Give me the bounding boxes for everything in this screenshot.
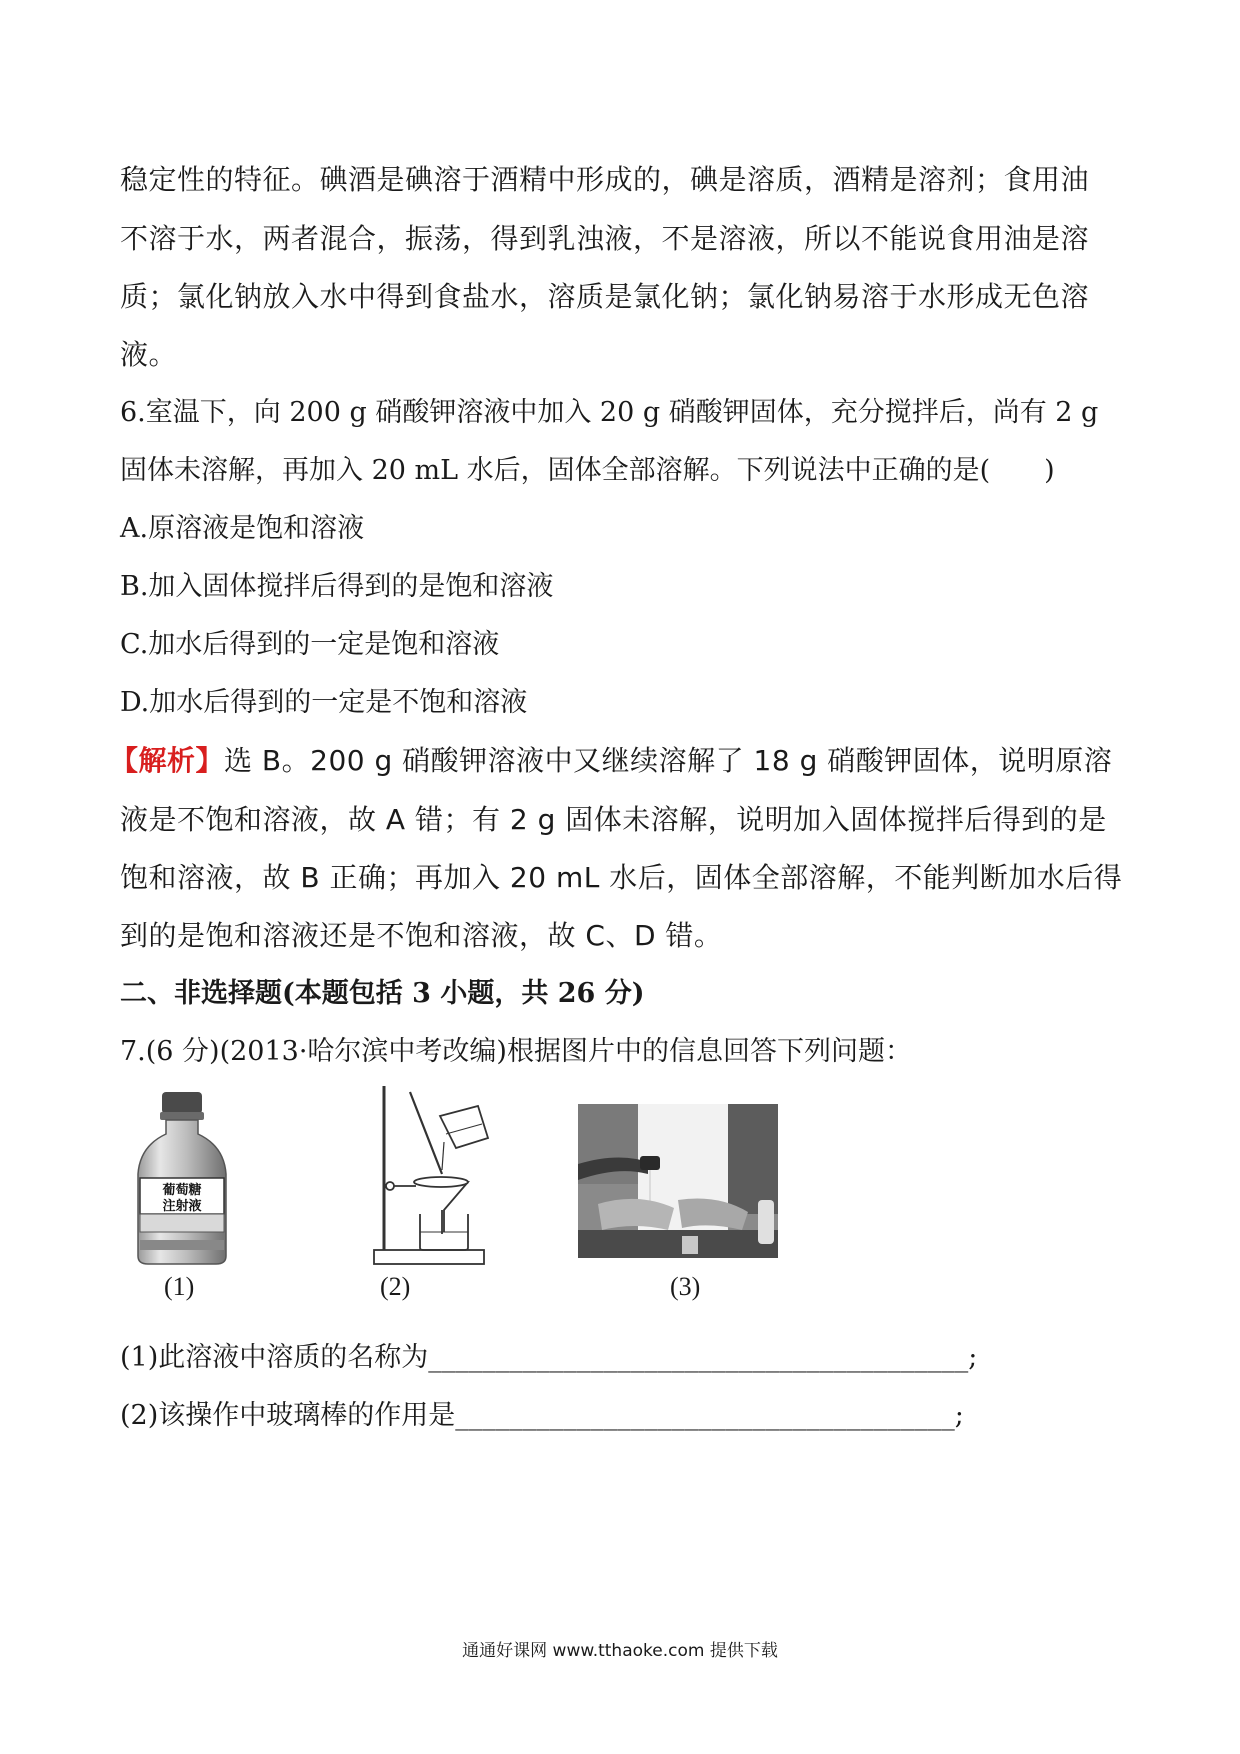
subquestion-2: (2)该操作中玻璃棒的作用是_____________________________________;: [120, 1400, 964, 1431]
question-6-stem: 6.室温下，向 200 g 硝酸钾溶液中加入 20 g 硝酸钾固体，充分搅拌后，尚有 2 g: [120, 397, 1099, 428]
explanation-line: 质；氯化钠放入水中得到食盐水，溶质是氯化钠；氯化钠易溶于水形成无色溶: [120, 280, 1090, 313]
bottle-label-line2: 注射液: [162, 1199, 202, 1214]
analysis-line: [110, 743, 1112, 779]
figure-caption: (1): [164, 1272, 195, 1301]
figure-caption: (3): [670, 1272, 701, 1301]
figure-caption: (2): [380, 1272, 411, 1301]
glucose-bottle-icon: [132, 1090, 232, 1265]
option-a: A.原溶液是饱和溶液: [120, 513, 365, 544]
option-c: C.加水后得到的一定是饱和溶液: [120, 629, 500, 660]
explanation-line: 液。: [120, 338, 178, 371]
washing-dishes-photo-icon: [578, 1104, 778, 1258]
option-b: B.加入固体搅拌后得到的是饱和溶液: [120, 571, 554, 602]
question-7-stem: 7.(6 分)(2013·哈尔滨中考改编)根据图片中的信息回答下列问题：: [120, 1036, 912, 1067]
subquestion-1: (1)此溶液中溶质的名称为________________________________________;: [120, 1342, 978, 1373]
analysis-line: 液是不饱和溶液，故 A 错；有 2 g 固体未溶解，说明加入固体搅拌后得到的是: [120, 803, 1107, 836]
analysis-tag: 【解析】: [110, 744, 225, 777]
section-heading: 二、非选择题(本题包括 3 小题，共 26 分): [120, 978, 645, 1009]
analysis-line: 到的是饱和溶液还是不饱和溶液，故 C、D 错。: [120, 919, 723, 952]
analysis-text: 选 B。200 g 硝酸钾溶液中又继续溶解了 18 g 硝酸钾固体，说明原溶: [224, 744, 1113, 777]
analysis-line: 饱和溶液，故 B 正确；再加入 20 mL 水后，固体全部溶解，不能判断加水后得: [120, 861, 1123, 894]
bottle-label-line1: 葡萄糖: [162, 1183, 202, 1198]
explanation-line: 不溶于水，两者混合，振荡，得到乳浊液，不是溶液，所以不能说食用油是溶: [120, 222, 1090, 255]
footer-credit: 通通好课网 www.tthaoke.com 提供下载: [462, 1641, 778, 1661]
question-6-stem: 固体未溶解，再加入 20 mL 水后，固体全部溶解。下列说法中正确的是( ): [120, 455, 1055, 486]
filtration-apparatus-icon: [370, 1082, 510, 1267]
option-d: D.加水后得到的一定是不饱和溶液: [120, 687, 528, 718]
explanation-line: 稳定性的特征。碘酒是碘溶于酒精中形成的，碘是溶质，酒精是溶剂；食用油: [120, 163, 1090, 196]
